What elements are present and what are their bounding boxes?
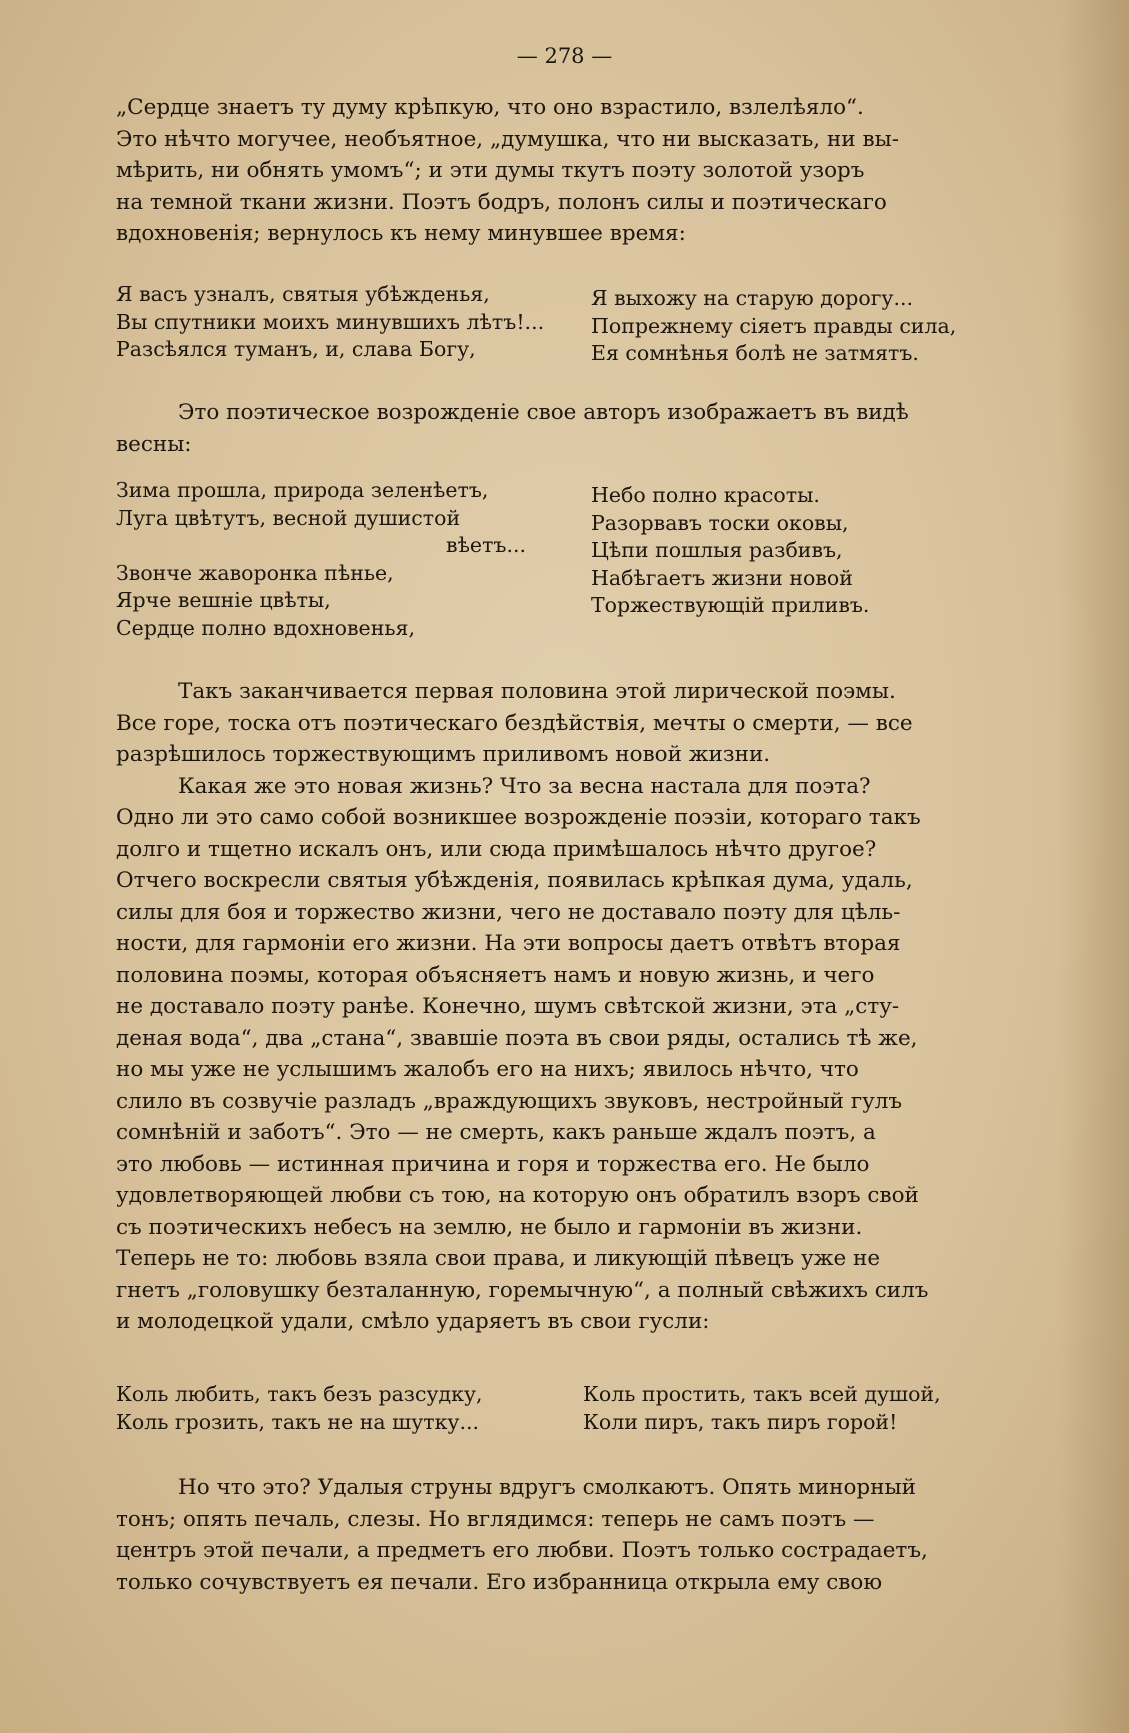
page-number: — 278 — bbox=[516, 44, 613, 68]
verse-line: Небо полно красоты. bbox=[591, 483, 820, 507]
text-line: Это поэтическое возрожденіе свое авторъ изображаетъ въ видѣ bbox=[178, 400, 909, 425]
text-line: гнетъ „головушку безталанную, горемычную“, а полный свѣжихъ силъ bbox=[116, 1277, 929, 1303]
verse-line: Торжествующій приливъ. bbox=[591, 593, 870, 617]
verse-line: Ярче вешніе цвѣты, bbox=[116, 588, 331, 612]
verse-1-left bbox=[116, 281, 544, 364]
text-line: на темной ткани жизни. Поэтъ бодръ, полонъ силы и поэтическаго bbox=[116, 189, 887, 215]
text-line: но мы уже не услышимъ жалобъ его на нихъ; явилось нѣчто, что bbox=[116, 1057, 859, 1082]
text-line: тонъ; опять печаль, слезы. Но вглядимся: теперь не самъ поэтъ — bbox=[116, 1506, 875, 1532]
text-line: и молодецкой удали, смѣло ударяетъ въ свои гусли: bbox=[116, 1309, 710, 1334]
verse-line: Коль любить, такъ безъ разсудку, bbox=[116, 1382, 483, 1406]
verse-line: Цѣпи пошлыя разбивъ, bbox=[591, 538, 843, 562]
text-line: половина поэмы, которая объясняетъ намъ и новую жизнь, и чего bbox=[116, 962, 875, 988]
text-line: Отчего воскресли святыя убѣжденія, появилась крѣпкая дума, удаль, bbox=[116, 868, 913, 893]
text-line: Но что это? Удалыя струны вдругъ смолкаютъ. Опять минорный bbox=[178, 1475, 916, 1500]
spring-intro-paragraph bbox=[116, 397, 1042, 460]
verse-line: Набѣгаетъ жизни новой bbox=[591, 565, 853, 590]
verse-line: Я васъ узналъ, святыя убѣжденья, bbox=[116, 282, 490, 306]
final-paragraph bbox=[116, 1472, 1034, 1598]
page-edge-shadow bbox=[1059, 0, 1129, 1733]
text-line: Теперь не то: любовь взяла свои права, и ликующій пѣвецъ уже не bbox=[116, 1246, 881, 1271]
text-line: съ поэтическихъ небесъ на землю, не было и гармоніи въ жизни. bbox=[116, 1214, 863, 1240]
intro-paragraph bbox=[116, 92, 1034, 250]
text-line: долго и тщетно искалъ онъ, или сюда примѣшалось нѣчто другое? bbox=[116, 836, 877, 862]
text-line: вдохновенія; вернулось къ нему минувшее время: bbox=[116, 221, 686, 246]
text-line: силы для боя и торжество жизни, чего не доставало поэту для цѣль- bbox=[116, 899, 901, 925]
verse-line: вѣетъ... bbox=[446, 533, 526, 557]
main-body bbox=[116, 676, 1034, 1338]
verse-line: Коли пиръ, такъ пиръ горой! bbox=[583, 1409, 898, 1434]
text-line: ности, для гармоніи его жизни. На эти вопросы даетъ отвѣтъ вторая bbox=[116, 931, 901, 956]
text-line: сомнѣній и заботъ“. Это — не смерть, какъ раньше ждалъ поэтъ, а bbox=[116, 1120, 876, 1145]
text-line: деная вода“, два „стана“, звавшіе поэта въ свои ряды, остались тѣ же, bbox=[116, 1025, 918, 1051]
verse-3-left bbox=[116, 1381, 483, 1436]
verse-line: Ея сомнѣнья болѣ не затмятъ. bbox=[591, 341, 919, 365]
text-line: „Сердце знаетъ ту думу крѣпкую, что оно взрастило, взлелѣяло“. bbox=[116, 95, 864, 120]
verse-line: Вы спутники моихъ минувшихъ лѣтъ!... bbox=[116, 309, 545, 334]
text-line: Одно ли это само собой возникшее возрожденіе поэзіи, котораго такъ bbox=[116, 805, 921, 830]
text-line: только сочувствуетъ ея печали. Его избранница открыла ему свою bbox=[116, 1569, 883, 1595]
verse-line: Луга цвѣтутъ, весной душистой bbox=[116, 505, 461, 530]
verse-line: Сердце полно вдохновенья, bbox=[116, 615, 415, 640]
text-line: удовлетворяющей любви съ тою, на которую онъ обратилъ взоръ свой bbox=[116, 1183, 919, 1208]
verse-3-right bbox=[583, 1381, 941, 1436]
text-line: это любовь — истинная причина и горя и торжества его. Не было bbox=[116, 1151, 870, 1177]
verse-line: Попрежнему сіяетъ правды сила, bbox=[591, 313, 957, 338]
text-line: Все горе, тоска отъ поэтическаго бездѣйствія, мечты о смерти, — все bbox=[116, 710, 913, 736]
verse-line: Коль простить, такъ всей душой, bbox=[583, 1382, 941, 1406]
text-line: не доставало поэту ранѣе. Конечно, шумъ свѣтской жизни, эта „сту- bbox=[116, 994, 900, 1019]
text-line: разрѣшилось торжествующимъ приливомъ новой жизни. bbox=[116, 742, 771, 767]
verse-line: Звонче жаворонка пѣнье, bbox=[116, 560, 394, 585]
verse-2-left bbox=[116, 477, 526, 642]
verse-line: Коль грозить, такъ не на шутку... bbox=[116, 1409, 480, 1434]
text-line: центръ этой печали, а предметъ его любви. Поэтъ только сострадаетъ, bbox=[116, 1538, 928, 1563]
text-line: Такъ заканчивается первая половина этой лирической поэмы. bbox=[178, 679, 896, 704]
verse-2-right bbox=[591, 482, 869, 620]
verse-line: Зима прошла, природа зеленѣетъ, bbox=[116, 478, 489, 502]
text-line: Это нѣчто могучее, необъятное, „думушка, что ни высказать, ни вы- bbox=[116, 126, 899, 152]
text-line: мѣрить, ни обнять умомъ“; и эти думы ткутъ поэту золотой узоръ bbox=[116, 158, 865, 183]
verse-1-right bbox=[591, 285, 956, 368]
text-line: слило въ созвучіе разладъ „враждующихъ звуковъ, нестройный гулъ bbox=[116, 1088, 903, 1114]
text-line: весны: bbox=[116, 431, 192, 457]
verse-line: Я выхожу на старую дорогу... bbox=[591, 286, 914, 310]
text-line: Какая же это новая жизнь? Что за весна настала для поэта? bbox=[178, 773, 871, 799]
verse-line: Разсѣялся туманъ, и, слава Богу, bbox=[116, 337, 476, 361]
verse-line: Разорвавъ тоски оковы, bbox=[591, 510, 849, 535]
